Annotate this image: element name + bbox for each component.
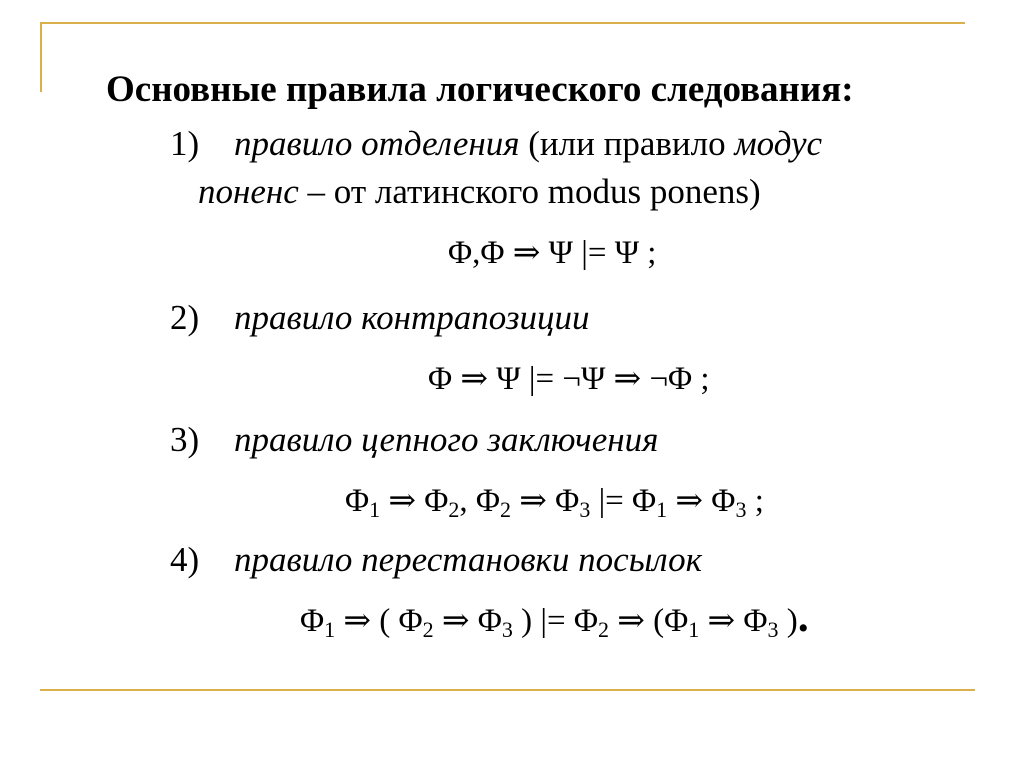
rule-2-formula: Φ ⇒ Ψ |= ¬Ψ ⇒ ¬Φ ; — [428, 361, 710, 397]
rule-name: модус — [734, 124, 823, 163]
frame-top-line — [40, 22, 965, 24]
rule-name: правило цепного заключения — [234, 420, 659, 459]
rule-4-formula: $\Phi_1$ ⇒ ( $\Phi_2$ ⇒ $\Phi_3$ ) |= $\Phi_2$ ⇒ ($\Phi_1$ ⇒ $\Phi_3$ ). — [300, 592, 809, 642]
rule-name: правило контрапозиции — [234, 298, 590, 337]
rule-2 — [170, 298, 590, 338]
rule-1-formula: Φ,Φ ⇒ Ψ |= Ψ ; — [448, 235, 657, 271]
rule-name: правило отделения — [234, 124, 520, 163]
slide-title: Основные правила логического следования: — [106, 69, 854, 110]
frame-bottom-line — [40, 689, 975, 691]
rule-name: поненс — [198, 172, 299, 211]
rule-number: 2) — [170, 298, 200, 337]
frame-left-line — [40, 22, 42, 92]
rule-text: (или правило — [519, 124, 735, 163]
rule-name: правило перестановки посылок — [234, 540, 702, 579]
rule-number: 4) — [170, 540, 200, 579]
rule-text: – от латинского modus ponens) — [298, 172, 761, 211]
rule-number: 1) — [170, 124, 200, 163]
rule-3 — [170, 420, 658, 460]
rule-3-formula: $\Phi_1$ ⇒ $\Phi_2$, $\Phi_2$ ⇒ $\Phi_3$ |= $\Phi_1$ ⇒ $\Phi_3$ ; — [345, 483, 764, 522]
rule-1-line-1 — [170, 124, 822, 164]
rule-4 — [170, 540, 702, 580]
rule-number: 3) — [170, 420, 200, 459]
rule-1-line-2 — [198, 172, 761, 212]
